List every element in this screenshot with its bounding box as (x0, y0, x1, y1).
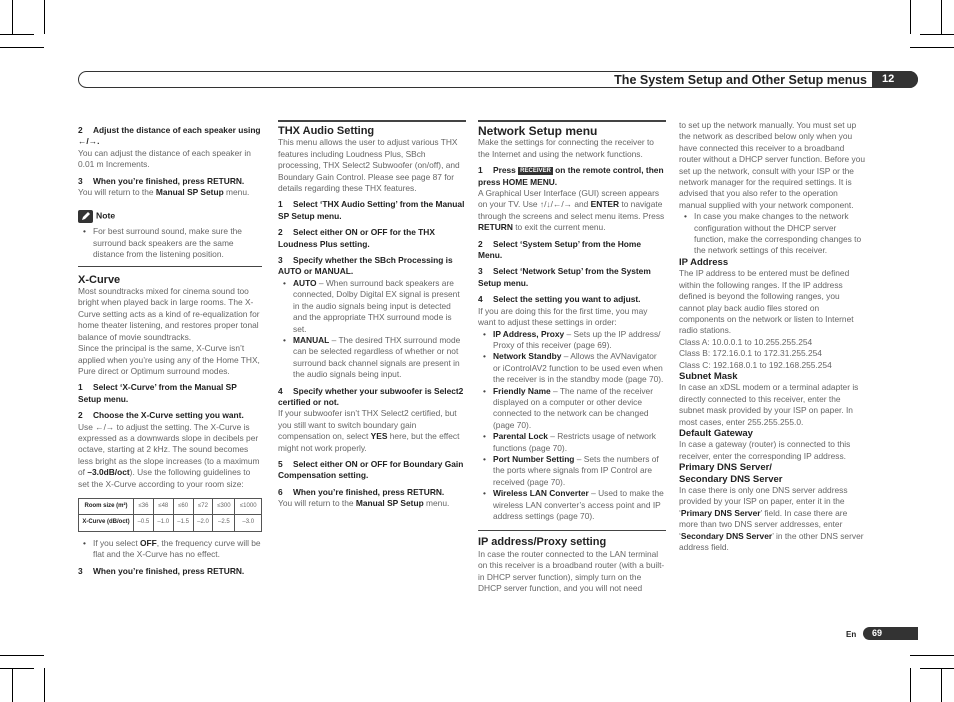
step: 2 Select either ON or OFF for the THX Loudness Plus setting. (278, 227, 435, 249)
paragraph: If you are doing this for the first time, you may want to adjust these settings in order: (478, 305, 648, 328)
paragraph: In case the router connected to the LAN terminal on this receiver is a broadband router (with a built-in DHCP server function), simply turn on the DHCP server function, and you will not need (478, 548, 665, 594)
crop-mark (0, 655, 44, 656)
divider (278, 120, 466, 122)
list-item: • Parental Lock – Restricts usage of network functions (page 70). (478, 431, 666, 454)
crop-mark (941, 0, 942, 34)
table-cell: Room size (m²) (79, 498, 134, 514)
divider (478, 530, 666, 531)
crop-mark (0, 668, 34, 669)
table-cell: ≤60 (173, 498, 193, 514)
table-cell: X-Curve (dB/oct) (79, 515, 134, 531)
subsection-title: IP Address (679, 256, 729, 268)
table-cell: –1.0 (153, 515, 173, 531)
crop-mark (910, 0, 911, 34)
crop-mark (910, 668, 911, 702)
pencil-icon (78, 210, 93, 223)
step: 2 Choose the X-Curve setting you want. (78, 410, 244, 421)
bullet-list (679, 211, 867, 257)
section-title: Network Setup menu (478, 124, 598, 138)
list-item: • In case you make changes to the network configuration without the DHCP server function, make the corresponding changes to the network settings of this receiver. (679, 211, 867, 257)
list-item: • AUTO – When surround back speakers are connected, Dolby Digital EX signal is present in the audio signals being input is detected and the appropriate THX surround mode is set. (278, 278, 466, 335)
page-number: 69 (863, 627, 918, 640)
xcurve-table (78, 498, 262, 532)
paragraph: If your subwoofer isn’t THX Select2 certified, but you still want to switch boundary gain compensation on, select YES here, but the effect might not work properly. (278, 408, 460, 453)
crop-mark (920, 34, 954, 35)
crop-mark (910, 655, 954, 656)
column-1 (78, 120, 262, 577)
crop-mark (44, 0, 45, 34)
paragraph: Class C: 192.168.0.1 to 192.168.255.254 (679, 359, 832, 370)
step: 6 When you’re finished, press RETURN. (278, 486, 445, 497)
column-2 (278, 120, 466, 510)
paragraph: In case there is only one DNS server address provided by your ISP on paper, enter it in the ‘Primary DNS Server’ field. In case there are more than two DNS server addresses, enter ‘Secondary DNS Server’ in the other DNS server address field. (679, 485, 864, 553)
paragraph: You can adjust the distance of each speaker in 0.01 m Increments. (78, 147, 251, 170)
paragraph: Use ←/→ to adjust the setting. The X-Curve is expressed as a downwards slope in decibels per octave, starting at 2 kHz. The sound becomes less bright as the slope increases (to a maximum of –3.0dB/oct). Use the following guidelines to set the X-Curve according to your room size: (78, 421, 260, 489)
bullet-list (278, 278, 466, 381)
step: 1 Press RECEIVER on the remote control, then press HOME MENU. (478, 165, 664, 187)
paragraph: You will return to the Manual SP Setup menu. (78, 187, 250, 198)
crop-mark (0, 34, 34, 35)
subsection-title: Primary DNS Server/ (679, 462, 772, 474)
list-item: • IP Address, Proxy – Sets up the IP address/ Proxy of this receiver (page 69). (478, 329, 666, 352)
step: 3 Specify whether the SBch Processing is AUTO or MANUAL. (278, 255, 453, 277)
table-row (79, 515, 262, 531)
list-item: • If you select OFF, the frequency curve will be flat and the X-Curve has no effect. (78, 538, 262, 561)
note-heading: Note (78, 210, 262, 223)
table-cell: ≤72 (193, 498, 213, 514)
divider (478, 120, 666, 122)
crop-mark (941, 668, 942, 702)
paragraph: to set up the network manually. You must set up the network as described below only when you have connected this receiver to a broadband router without a DHCP server function. Before you set up the network, consult with your ISP or the network manager for the required settings. It is advised that you also refer to the operation manual supplied with your network component. (679, 120, 866, 210)
crop-mark (920, 668, 954, 669)
crop-mark (910, 47, 954, 48)
column-3 (478, 120, 666, 594)
subsection-title: Subnet Mask (679, 370, 738, 382)
paragraph: Most soundtracks mixed for cinema sound too bright when played back in large rooms. The X-Curve setting acts as a kind of re-equalization for home theater listening, and restores proper tonal balance of movie soundtracks. (78, 286, 260, 342)
table-cell: –2.0 (193, 515, 213, 531)
step: 2 Select ‘System Setup’ from the Home Menu. (478, 238, 642, 261)
chapter-header (78, 71, 918, 88)
table-row (79, 498, 262, 514)
step: 3 When you’re finished, press RETURN. (78, 565, 245, 576)
step: 4 Specify whether your subwoofer is Select2 certified or not. (278, 385, 464, 407)
bullet-list (478, 329, 666, 523)
section-title: X-Curve (78, 273, 121, 286)
table-cell: ≤36 (134, 498, 154, 514)
table-cell: –3.0 (235, 515, 262, 531)
paragraph: Make the settings for connecting the receiver to the Internet and using the network functions. (478, 137, 654, 159)
chapter-title: The System Setup and Other Setup menus (614, 73, 867, 87)
bullet-list (78, 538, 262, 561)
divider (78, 266, 262, 267)
list-item: • Port Number Setting – Sets the numbers of the ports where signals from IP Control are received (page 70). (478, 454, 666, 488)
step: 2 Adjust the distance of each speaker using ←/→. (78, 125, 261, 147)
subsection-title: Secondary DNS Server (679, 473, 783, 485)
list-item: • Network Standby – Allows the AVNavigator or iControlAV2 function to be used even when the receiver is in the standby mode (page 70). (478, 351, 666, 385)
table-cell: ≤48 (153, 498, 173, 514)
step: 3 Select ‘Network Setup’ from the System Setup menu. (478, 266, 651, 288)
column-4 (679, 120, 867, 553)
paragraph: Class A: 10.0.0.1 to 10.255.255.254 (679, 336, 813, 347)
receiver-key-icon: RECEIVER (520, 168, 551, 174)
paragraph: A Graphical User Interface (GUI) screen appears on your TV. Use ↑/↓/←/→ and ENTER to navigate through the screens and select menu items. Press RETURN to exit the current menu. (478, 188, 665, 233)
paragraph: In case a gateway (router) is connected to this receiver, enter the corresponding IP address. (679, 439, 851, 461)
step: 4 Select the setting you want to adjust. (478, 294, 641, 305)
subsection-title: Default Gateway (679, 427, 753, 439)
note-list (78, 226, 262, 260)
table-cell: –0.5 (134, 515, 154, 531)
list-item: • For best surround sound, make sure the surround back speakers are the same distance from the listening position. (78, 226, 262, 260)
language-label: En (846, 630, 857, 639)
step: 1 Select ‘THX Audio Setting’ from the Manual SP Setup menu. (278, 199, 465, 221)
crop-mark (12, 668, 13, 702)
paragraph: You will return to the Manual SP Setup menu. (278, 498, 450, 509)
table-cell: –1.5 (173, 515, 193, 531)
table-cell: –2.5 (213, 515, 235, 531)
list-item: • MANUAL – The desired THX surround mode can be selected regardless of whether or not surround back channel signals are present in the audio signals being input. (278, 335, 466, 381)
paragraph: In case an xDSL modem or a terminal adapter is directly connected to this receiver, enter the subnet mask provided by your ISP on paper. In most cases, enter 255.255.255.0. (679, 382, 859, 427)
paragraph: The IP address to be entered must be defined within the following ranges. If the IP address defined is beyond the following ranges, you cannot play back audio files stored on components on the network or listen to Internet radio stations. (679, 268, 854, 336)
table-cell: ≤1000 (235, 498, 262, 514)
chapter-number: 12 (872, 71, 918, 88)
step: 5 Select either ON or OFF for Boundary Gain Compensation setting. (278, 458, 464, 481)
paragraph: Since the principal is the same, X-Curve isn’t applied when you’re using any of the Home THX, Pure direct or Optimum surround modes. (78, 343, 260, 376)
crop-mark (44, 668, 45, 702)
section-title: THX Audio Setting (278, 125, 375, 137)
crop-mark (12, 0, 13, 34)
crop-mark (0, 47, 44, 48)
list-item: • Friendly Name – The name of the receiver displayed on a computer or other device connected to the network can be changed (page 70). (478, 386, 666, 432)
table-cell: ≤300 (213, 498, 235, 514)
paragraph: Class B: 172.16.0.1 to 172.31.255.254 (679, 348, 822, 359)
list-item: • Wireless LAN Converter – Used to make the wireless LAN converter’s access point and IP address settings (page 70). (478, 488, 666, 522)
step: 3 When you’re finished, press RETURN. (78, 175, 245, 186)
step: 1 Select ‘X-Curve’ from the Manual SP Setup menu. (78, 382, 237, 404)
paragraph: This menu allows the user to adjust various THX features including Loudness Plus, SBch processing, THX Select2 Subwoofer (on/off), and Boundary Gain Control. Please see page 87 for details regarding these THX features. (278, 137, 460, 194)
section-title: IP address/Proxy setting (478, 536, 607, 549)
